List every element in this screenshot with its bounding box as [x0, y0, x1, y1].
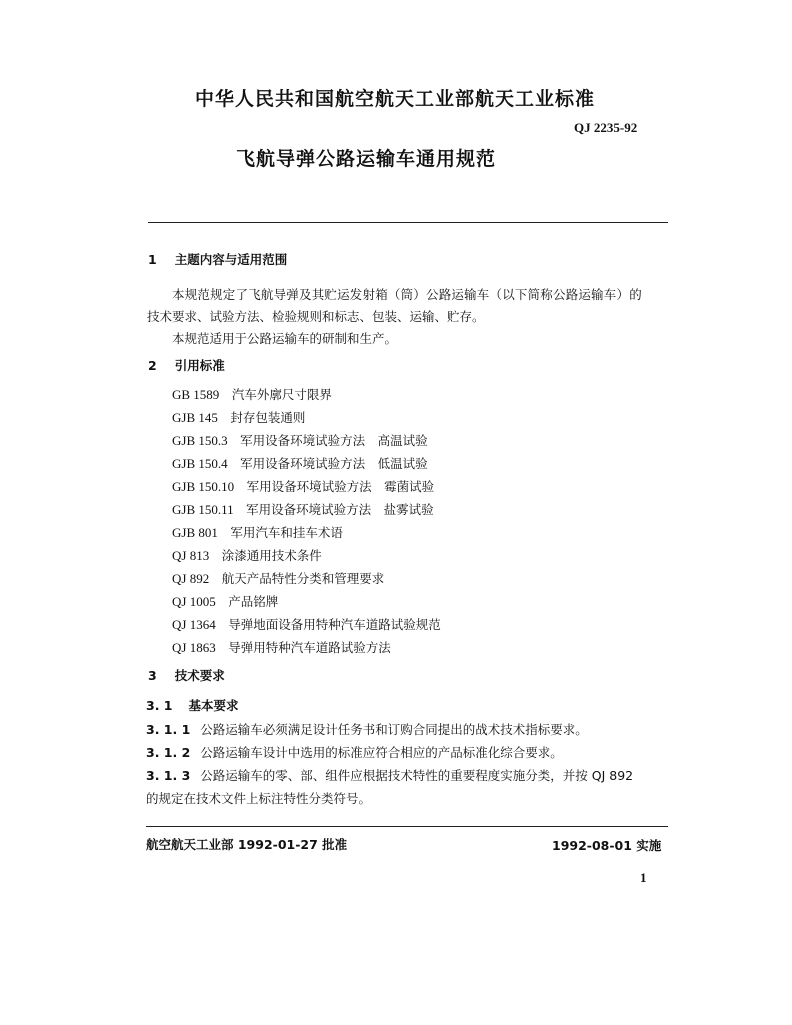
section-1-paragraph-1-line-2: 技术要求、试验方法、检验规则和标志、包装、运输、贮存。	[147, 309, 485, 324]
reference-name: 产品铭牌	[228, 594, 279, 609]
approval-date: 航空航天工业部 1992-01-27 批准	[146, 837, 348, 852]
clause-text: 公路运输车设计中选用的标准应符合相应的产品标准化综合要求。	[200, 745, 563, 760]
reference-item	[172, 500, 434, 518]
reference-item	[172, 638, 391, 656]
section-1-paragraph-1-line-1: 本规范规定了飞航导弹及其贮运发射箱（筒）公路运输车（以下简称公路运输车）的	[172, 287, 642, 302]
reference-name: 军用设备环境试验方法 霉菌试验	[246, 479, 435, 494]
reference-code: GJB 150.4	[172, 456, 228, 471]
clause-text: 公路运输车必须满足设计任务书和订购合同提出的战术技术指标要求。	[200, 722, 588, 737]
reference-item	[172, 454, 428, 472]
page-number: 1	[640, 870, 647, 885]
header-divider	[148, 222, 668, 223]
standard-number: QJ 2235-92	[574, 120, 638, 135]
section-1-paragraph-2: 本规范适用于公路运输车的研制和生产。	[172, 331, 398, 346]
reference-name: 封存包装通则	[230, 410, 306, 425]
subsection-3-1-heading	[146, 696, 239, 714]
reference-name: 汽车外廓尺寸限界	[231, 387, 332, 402]
section-title: 技术要求	[174, 668, 225, 683]
document-title: 飞航导弹公路运输车通用规范	[236, 148, 497, 170]
reference-code: GJB 145	[172, 410, 218, 425]
reference-name: 涂漆通用技术条件	[221, 548, 322, 563]
clause-3-1-1	[146, 720, 588, 738]
section-number: 2	[148, 358, 157, 373]
section-title: 引用标准	[174, 358, 225, 373]
reference-name: 军用设备环境试验方法 高温试验	[240, 433, 428, 448]
reference-code: QJ 1863	[172, 640, 216, 655]
reference-name: 航天产品特性分类和管理要求	[221, 571, 385, 586]
reference-code: QJ 1364	[172, 617, 216, 632]
section-title: 主题内容与适用范围	[174, 252, 288, 267]
reference-item	[172, 615, 441, 633]
reference-name: 军用设备环境试验方法 盐雾试验	[246, 502, 434, 517]
reference-name: 导弹地面设备用特种汽车道路试验规范	[228, 617, 441, 632]
clause-3-1-3-line-2: 的规定在技术文件上标注特性分类符号。	[146, 791, 372, 806]
clause-text: 公路运输车的零、部、组件应根据技术特性的重要程度实施分类，并按 QJ 892	[200, 768, 634, 783]
section-1-heading	[148, 250, 287, 268]
section-number: 1	[148, 252, 157, 267]
reference-name: 导弹用特种汽车道路试验方法	[228, 640, 391, 655]
subsection-title: 基本要求	[188, 698, 239, 713]
subsection-number: 3. 1	[146, 698, 173, 713]
clause-number: 3. 1. 1	[146, 722, 191, 737]
section-3-heading	[148, 666, 225, 684]
reference-item	[172, 592, 278, 610]
section-number: 3	[148, 668, 157, 683]
reference-code: GJB 150.3	[172, 433, 228, 448]
clause-number: 3. 1. 2	[146, 745, 191, 760]
section-2-heading	[148, 356, 225, 374]
footer-divider	[146, 826, 668, 827]
reference-item	[172, 408, 305, 426]
reference-item	[172, 569, 384, 587]
reference-item	[172, 546, 322, 564]
reference-code: QJ 892	[172, 571, 210, 586]
effective-date: 1992-08-01 实施	[552, 838, 662, 853]
clause-3-1-3-line-1	[146, 766, 633, 784]
clause-number: 3. 1. 3	[146, 768, 191, 783]
reference-name: 军用设备环境试验方法 低温试验	[240, 456, 428, 471]
reference-code: GB 1589	[172, 387, 220, 402]
reference-name: 军用汽车和挂车术语	[230, 525, 343, 540]
reference-code: QJ 813	[172, 548, 210, 563]
clause-3-1-2	[146, 743, 563, 761]
reference-code: QJ 1005	[172, 594, 216, 609]
reference-code: GJB 150.10	[172, 479, 235, 494]
reference-item	[172, 523, 343, 541]
reference-code: GJB 150.11	[172, 502, 234, 517]
reference-code: GJB 801	[172, 525, 218, 540]
reference-item	[172, 431, 428, 449]
reference-item	[172, 477, 434, 495]
reference-item	[172, 385, 332, 403]
issuing-organization: 中华人民共和国航空航天工业部航天工业标准	[195, 88, 596, 110]
